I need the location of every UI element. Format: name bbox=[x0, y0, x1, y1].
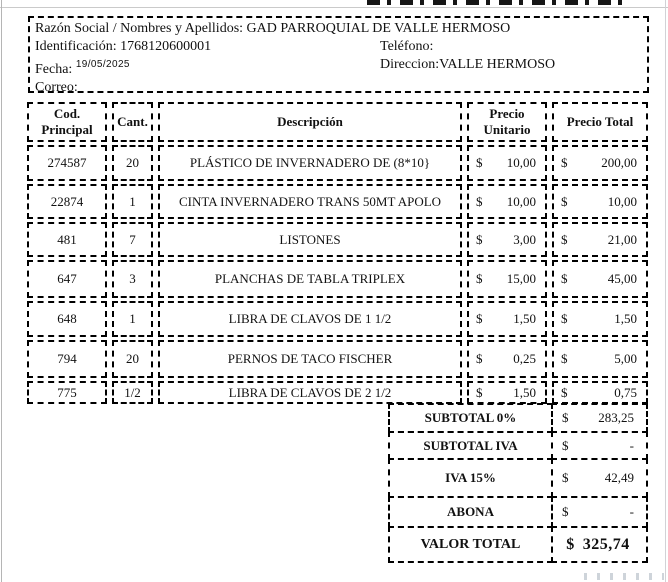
item-code: 794 bbox=[27, 340, 107, 378]
item-total: 1,50 bbox=[614, 311, 637, 326]
item-unit-price-cell bbox=[467, 260, 547, 298]
currency-symbol: $ bbox=[476, 193, 483, 209]
item-unit-price: 15,00 bbox=[506, 271, 536, 286]
correo-line bbox=[35, 79, 647, 97]
item-description: PERNOS DE TACO FISCHER bbox=[158, 340, 462, 378]
item-qty: 1/2 bbox=[112, 381, 153, 404]
item-description: PLANCHAS DE TABLA TRIPLEX bbox=[158, 260, 462, 298]
items-table-header bbox=[27, 102, 648, 142]
item-unit-price-cell bbox=[467, 145, 547, 181]
item-code: 274587 bbox=[27, 145, 107, 181]
currency-symbol: $ bbox=[562, 410, 569, 425]
item-description: PLÁSTICO DE INVERNADERO DE (8*10} bbox=[158, 145, 462, 181]
item-code: 481 bbox=[27, 222, 107, 257]
item-total-cell bbox=[552, 301, 648, 337]
item-unit-price: 3,00 bbox=[513, 231, 536, 247]
total-row bbox=[388, 496, 648, 528]
item-unit-price: 1,50 bbox=[513, 384, 536, 400]
item-unit-price-cell bbox=[467, 381, 547, 404]
item-unit-price: 10,00 bbox=[506, 155, 536, 170]
item-unit-price: 1,50 bbox=[513, 311, 536, 326]
total-value-cell bbox=[551, 526, 648, 563]
item-total-cell bbox=[552, 222, 648, 257]
item-total-cell bbox=[552, 260, 648, 298]
customer-info-box bbox=[28, 16, 649, 93]
item-unit-price-cell bbox=[467, 184, 547, 219]
total-row bbox=[388, 458, 648, 498]
identificacion-line bbox=[35, 38, 647, 56]
table-row bbox=[27, 340, 648, 378]
item-total-cell bbox=[552, 340, 648, 378]
item-total: 45,00 bbox=[607, 271, 637, 286]
item-code: 647 bbox=[27, 260, 107, 298]
currency-symbol: $ bbox=[561, 155, 568, 170]
fecha-value: 19/05/2025 bbox=[75, 59, 130, 70]
total-label: SUBTOTAL IVA bbox=[388, 431, 553, 460]
table-row bbox=[27, 222, 648, 257]
item-total-cell bbox=[552, 184, 648, 219]
item-qty: 3 bbox=[112, 260, 153, 298]
item-qty: 7 bbox=[112, 222, 153, 257]
items-table-body bbox=[27, 145, 648, 404]
window-right-edge bbox=[665, 0, 666, 582]
item-description: LIBRA DE CLAVOS DE 2 1/2 bbox=[158, 381, 462, 404]
currency-symbol: $ bbox=[561, 231, 568, 247]
currency-symbol: $ bbox=[476, 271, 483, 286]
total-label: SUBTOTAL 0% bbox=[388, 403, 553, 433]
item-total-cell bbox=[552, 145, 648, 181]
currency-symbol: $ bbox=[476, 231, 483, 247]
item-total: 0,75 bbox=[614, 384, 637, 400]
item-unit-price: 10,00 bbox=[506, 193, 536, 209]
table-row bbox=[27, 184, 648, 219]
currency-symbol: $ bbox=[476, 384, 483, 400]
item-unit-price-cell bbox=[467, 222, 547, 257]
total-amount: 325,74 bbox=[582, 535, 630, 553]
column-header-precio-total: Precio Total bbox=[552, 102, 648, 142]
total-amount: - bbox=[629, 437, 634, 453]
direccion-value: VALLE HERMOSO bbox=[439, 57, 556, 72]
currency-symbol: $ bbox=[476, 311, 483, 326]
watermark-fragment bbox=[584, 573, 664, 580]
column-header-descripcion: Descripción bbox=[158, 102, 462, 142]
totals-table bbox=[388, 403, 648, 563]
item-unit-price: 0,25 bbox=[513, 351, 536, 366]
item-qty: 1 bbox=[112, 301, 153, 337]
identificacion-label: Identificación: bbox=[35, 39, 117, 54]
currency-symbol: $ bbox=[476, 155, 483, 170]
item-total: 21,00 bbox=[607, 231, 637, 247]
item-total: 10,00 bbox=[607, 193, 637, 209]
total-row bbox=[388, 431, 648, 460]
total-value-cell bbox=[551, 403, 648, 433]
item-total: 5,00 bbox=[614, 351, 637, 366]
item-code: 648 bbox=[27, 301, 107, 337]
items-table bbox=[27, 102, 648, 404]
window-top-edge bbox=[0, 7, 668, 8]
column-header-cant: Cant. bbox=[112, 102, 153, 142]
item-unit-price-cell bbox=[467, 340, 547, 378]
identificacion-value: 1768120600001 bbox=[120, 39, 212, 54]
total-row bbox=[388, 526, 648, 563]
total-label: VALOR TOTAL bbox=[388, 526, 553, 563]
currency-symbol: $ bbox=[566, 535, 575, 553]
item-description: LIBRA DE CLAVOS DE 1 1/2 bbox=[158, 301, 462, 337]
currency-symbol: $ bbox=[561, 311, 568, 326]
table-row bbox=[27, 381, 648, 404]
item-unit-price-cell bbox=[467, 301, 547, 337]
total-amount: - bbox=[629, 504, 634, 519]
total-row bbox=[388, 403, 648, 433]
razon-social-value: GAD PARROQUIAL DE VALLE HERMOSO bbox=[246, 21, 511, 36]
table-row bbox=[27, 145, 648, 181]
telefono-label: Teléfono: bbox=[380, 39, 434, 54]
item-qty: 20 bbox=[112, 145, 153, 181]
currency-symbol: $ bbox=[561, 384, 568, 400]
fecha-label: Fecha: bbox=[35, 62, 73, 77]
currency-symbol: $ bbox=[562, 470, 569, 485]
direccion-label: Direccion: bbox=[380, 57, 440, 72]
razon-social-line bbox=[35, 20, 647, 38]
item-code: 775 bbox=[27, 381, 107, 404]
fecha-line bbox=[35, 56, 647, 79]
total-amount: 283,25 bbox=[598, 410, 634, 425]
total-amount: 42,49 bbox=[604, 470, 634, 485]
window-left-edge bbox=[1, 0, 2, 582]
razon-social-label: Razón Social / Nombres y Apellidos: bbox=[35, 21, 244, 36]
column-header-precio-unitario: Precio Unitario bbox=[467, 102, 547, 142]
correo-label: Correo: bbox=[35, 80, 78, 95]
total-value-cell bbox=[551, 431, 648, 460]
total-label: IVA 15% bbox=[388, 458, 553, 498]
table-row bbox=[27, 260, 648, 298]
item-description: LISTONES bbox=[158, 222, 462, 257]
item-code: 22874 bbox=[27, 184, 107, 219]
currency-symbol: $ bbox=[562, 504, 569, 519]
currency-symbol: $ bbox=[476, 351, 483, 366]
item-qty: 1 bbox=[112, 184, 153, 219]
item-total-cell bbox=[552, 381, 648, 404]
clipped-text-fragment bbox=[367, 0, 630, 5]
item-qty: 20 bbox=[112, 340, 153, 378]
column-header-cod-principal: Cod. Principal bbox=[27, 102, 107, 142]
item-description: CINTA INVERNADERO TRANS 50MT APOLO bbox=[158, 184, 462, 219]
table-row bbox=[27, 301, 648, 337]
currency-symbol: $ bbox=[562, 437, 569, 453]
direccion-text bbox=[380, 56, 555, 74]
item-total: 200,00 bbox=[601, 155, 637, 170]
currency-symbol: $ bbox=[561, 193, 568, 209]
total-label: ABONA bbox=[388, 496, 553, 528]
totals-table-body bbox=[388, 403, 648, 563]
currency-symbol: $ bbox=[561, 351, 568, 366]
currency-symbol: $ bbox=[561, 271, 568, 286]
total-value-cell bbox=[551, 458, 648, 498]
total-value-cell bbox=[551, 496, 648, 528]
